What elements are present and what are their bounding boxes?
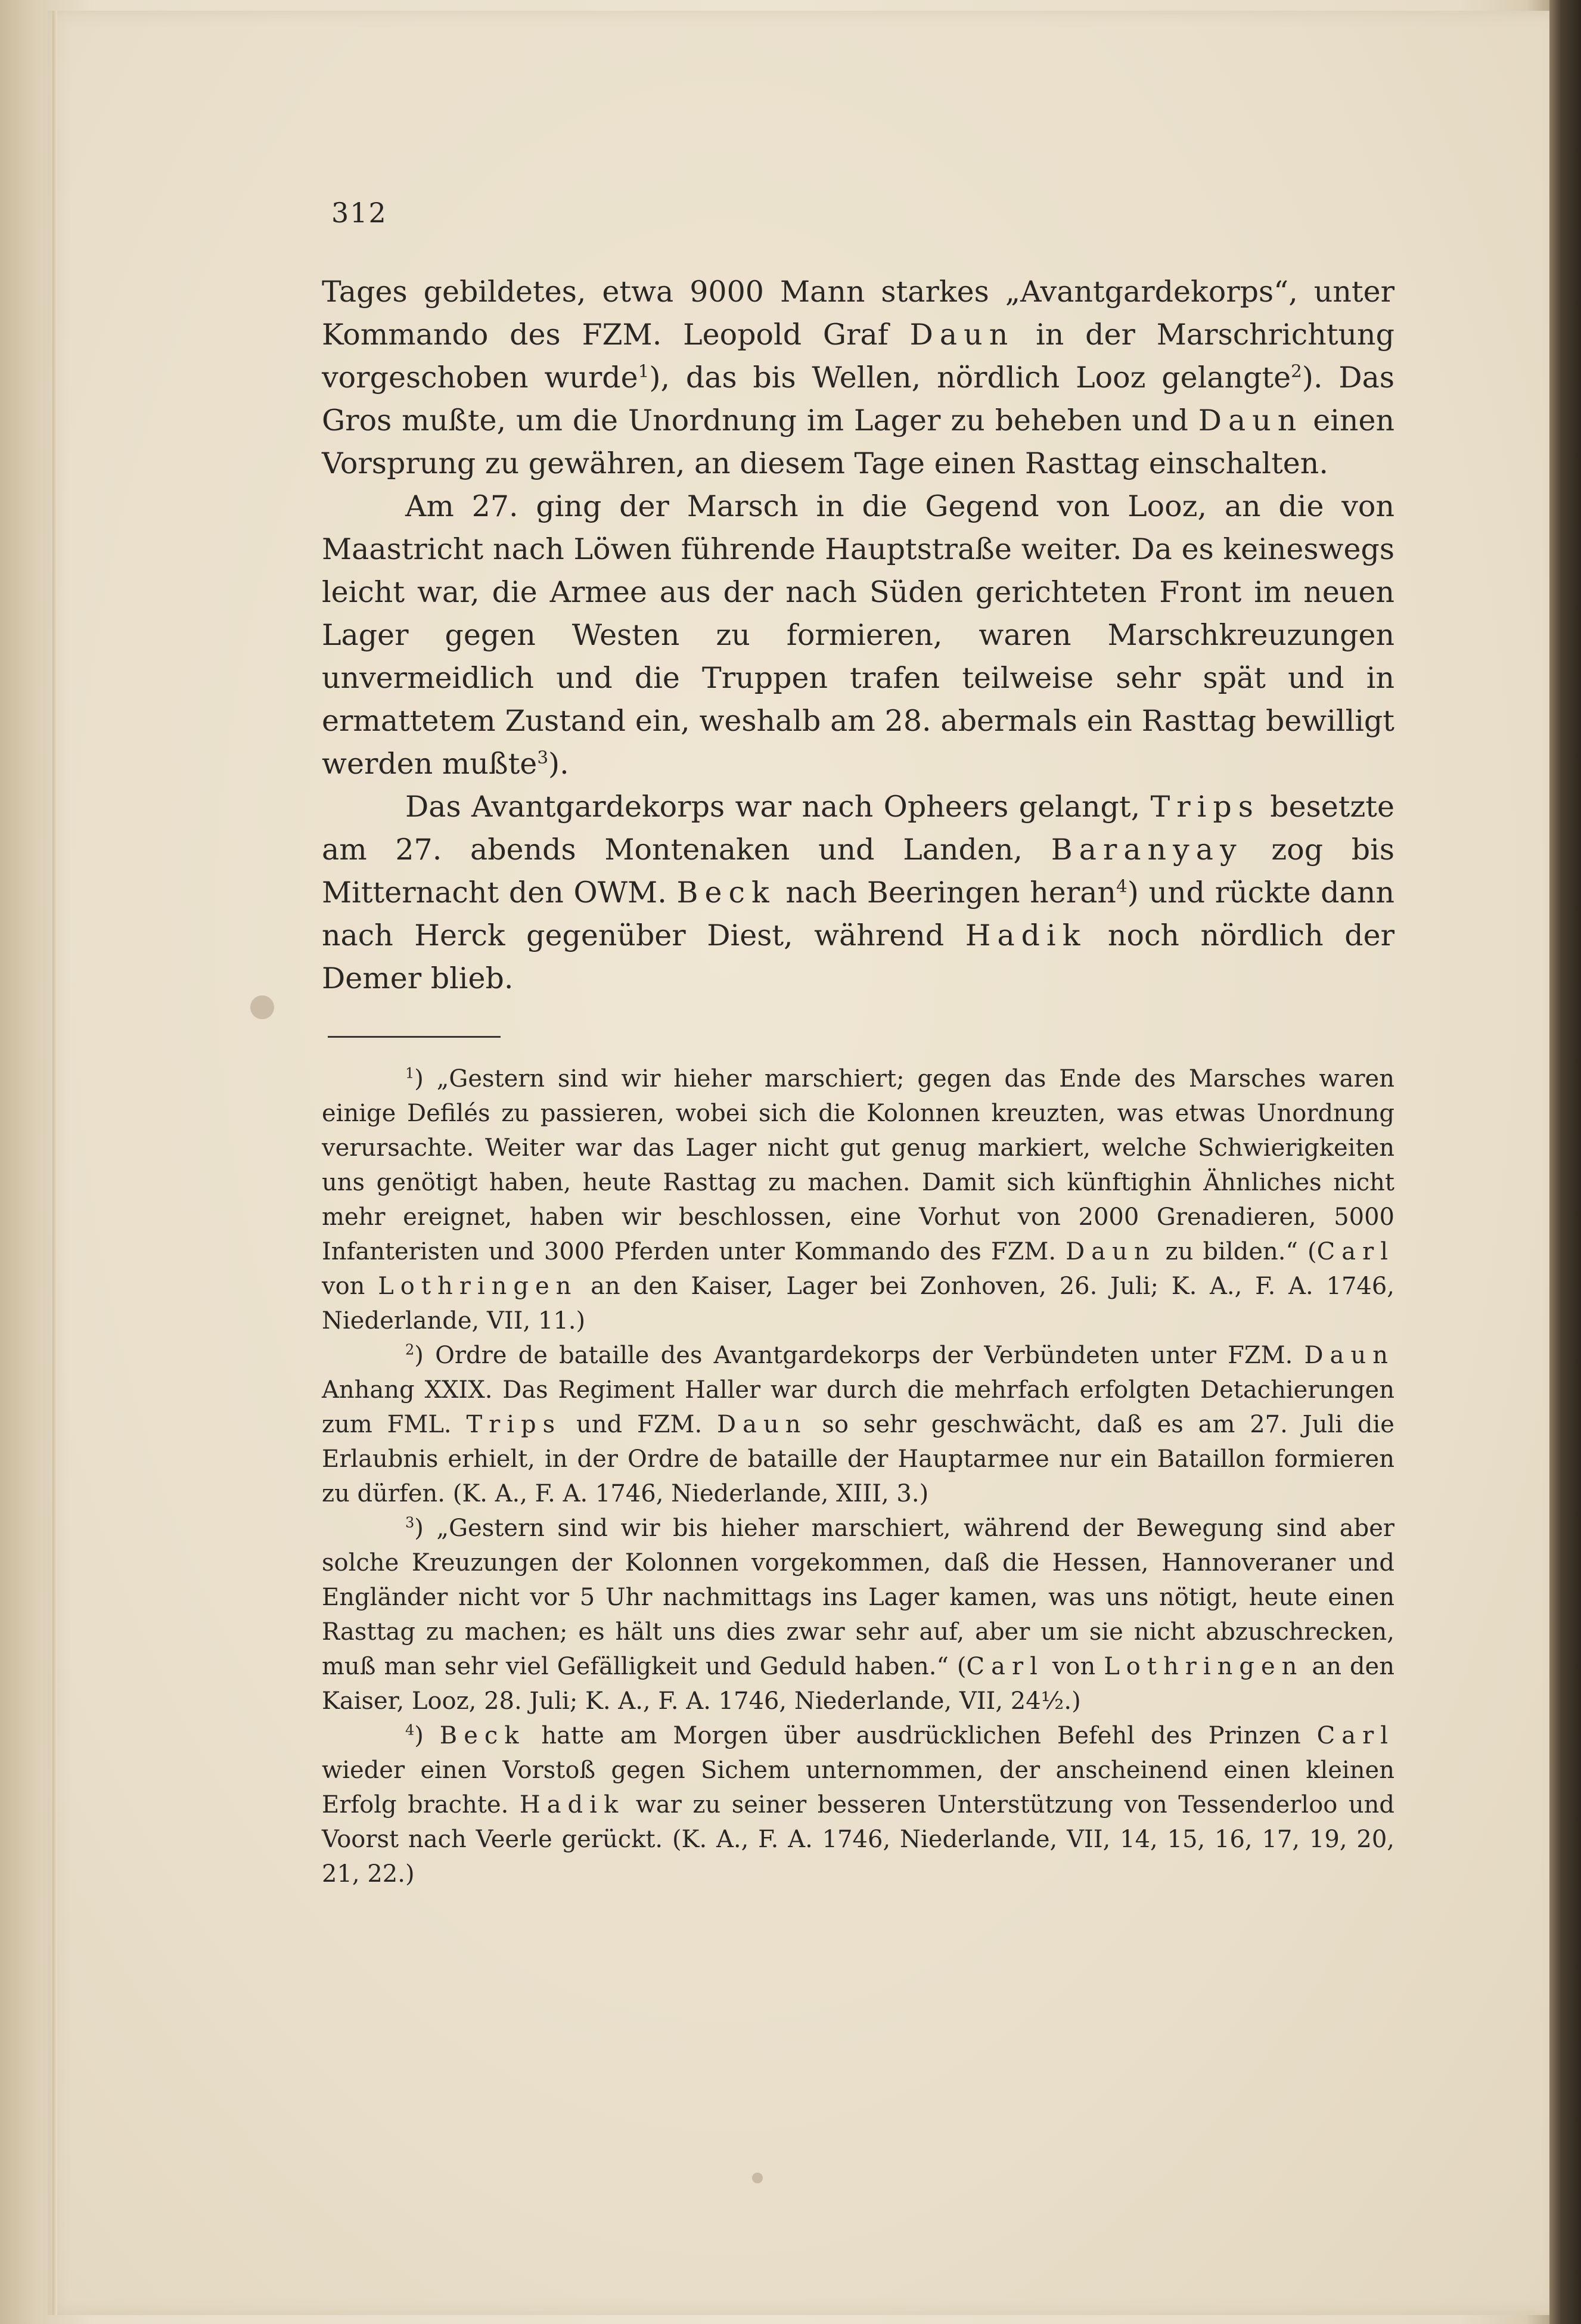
- footnote: [322, 1511, 1394, 1718]
- text-run: Tages gebildetes, etwa 9000 Mann starkes „Avantgardekorps“, unter Kommando des FZM. Leopold Graf: [322, 275, 1394, 352]
- spaced-name: Daun: [909, 318, 1015, 352]
- text-run: ), das bis Wellen, nördlich Looz gelangte: [649, 361, 1291, 395]
- spaced-name: Hadik: [965, 919, 1087, 952]
- text-run: ): [414, 1722, 440, 1749]
- text-run: noch nördlich der Demer blieb.: [322, 919, 1394, 995]
- footnote: [322, 1718, 1394, 1891]
- text-run: Am 27. ging der Marsch in die Gegend von Looz, an die von Maastricht nach Löwen führende Hauptstraße weiter. Da es keineswegs leicht war, die Armee aus der nach Süden gerichteten Front im neuen Lager gegen Westen zu formieren, waren Marschkreuzungen unvermeidlich und die Truppen trafen teilweise sehr spät und in ermattetem Zustand ein, weshalb am 28. abermals ein Rasttag bewilligt werden mußte: [322, 489, 1394, 781]
- text-run: ) „Gestern sind wir bis hieher marschiert, während der Bewegung sind aber solche Kreuzungen der Kolonnen vorgekommen, daß die Hessen, Hannoveraner und Engländer nicht vor 5 Uhr nachmittags ins Lager kamen, was uns nötigt, heute einen Rasttag zu machen; es hält uns dies zwar sehr auf, aber um sie nicht abzuschrecken, muß man sehr viel Gefälligkeit und Geduld haben.“ (: [322, 1515, 1394, 1680]
- text-run: ) Ordre de bataille des Avantgardekorps der Verbündeten unter FZM.: [414, 1342, 1304, 1369]
- footnote: [322, 1062, 1394, 1338]
- spaced-name: Baranyay: [1051, 833, 1243, 867]
- spaced-name: Hadik: [519, 1791, 625, 1819]
- footnote-marker: 3: [405, 1514, 415, 1531]
- spaced-name: Daun: [1304, 1342, 1394, 1369]
- text-run: in der Marschrichtung vorgeschoben wurde: [322, 318, 1394, 395]
- footnote-ref: 4: [1116, 876, 1127, 896]
- text-run: Das Avantgardekorps war nach Opheers gelangt,: [405, 790, 1151, 824]
- text-run: so sehr geschwächt, daß es am 27. Juli die Erlaubnis erhielt, in der Ordre de bataille der Hauptarmee nur ein Bataillon formieren zu dürfen. (K. A., F. A. 1746, Niederlande, XIII, 3.): [322, 1411, 1394, 1507]
- binding-edge: [1549, 0, 1581, 2324]
- text-run: von: [1043, 1653, 1104, 1680]
- text-run: zog bis Mitternacht den OWM.: [322, 833, 1394, 910]
- page-number: 312: [331, 197, 387, 229]
- footnote-ref: 2: [1291, 361, 1302, 381]
- text-run: an den Kaiser, Looz, 28. Juli; K. A., F. A. 1746, Niederlande, VII, 24½.): [322, 1653, 1394, 1715]
- text-run: besetzte am 27. abends Montenaken und Landen,: [322, 790, 1394, 867]
- page-content: [322, 197, 1394, 1891]
- text-run: ). Das Gros mußte, um die Unordnung im Lager zu beheben und: [322, 361, 1395, 438]
- spaced-name: Daun: [1066, 1238, 1156, 1265]
- text-run: zu bilden.“ (: [1156, 1238, 1317, 1265]
- text-run: an den Kaiser, Lager bei Zonhoven, 26. Juli; K. A., F. A. 1746, Niederlande, VII, 11.): [322, 1273, 1395, 1335]
- footnote-marker: 1: [405, 1065, 415, 1082]
- spaced-name: Trips: [466, 1411, 562, 1438]
- text-run: einen Vorsprung zu gewähren, an diesem Tage einen Rasttag einschalten.: [322, 404, 1394, 480]
- footnote: [322, 1338, 1394, 1511]
- text-run: Anhang XXIX. Das Regiment Haller war durch die mehrfach erfolgten Detachierungen zum FML.: [322, 1376, 1394, 1438]
- spaced-name: Daun: [717, 1411, 807, 1438]
- footnote-marker: 4: [405, 1721, 415, 1739]
- text-run: nach Beeringen heran: [775, 876, 1116, 910]
- footnote-divider: [328, 1036, 501, 1038]
- footnote-marker: 2: [405, 1341, 415, 1358]
- spaced-name: Carl: [1316, 1722, 1394, 1749]
- text-run: hatte am Morgen über ausdrücklichen Befehl des Prinzen: [525, 1722, 1317, 1749]
- paragraph: [322, 485, 1394, 786]
- main-text: [322, 271, 1394, 1000]
- spaced-name: Carl: [1316, 1238, 1395, 1265]
- footnote-ref: 1: [638, 361, 650, 381]
- paper-spot: [250, 995, 274, 1019]
- page-edge: [52, 11, 57, 2315]
- text-run: wieder einen Vorstoß gegen Sichem unternommen, der anscheinend einen kleinen Erfolg brachte.: [322, 1757, 1394, 1819]
- text-run: von: [322, 1273, 378, 1300]
- text-run: ) und rückte dann nach Herck gegenüber Diest, während: [322, 876, 1395, 952]
- footnote-ref: 3: [537, 747, 549, 768]
- spaced-name: Carl: [966, 1653, 1044, 1680]
- spaced-name: Beck: [439, 1722, 526, 1749]
- spaced-name: Beck: [676, 876, 776, 910]
- text-run: war zu seiner besseren Unterstützung von Tessenderloo und Voorst nach Veerle gerückt. (K. A., F. A. 1746, Niederlande, VII, 14, 15, 16, 17, 19, 20, 21, 22.): [322, 1791, 1394, 1888]
- text-run: und FZM.: [561, 1411, 717, 1438]
- footnotes: [322, 1062, 1394, 1891]
- text-run: ) „Gestern sind wir hieher marschiert; gegen das Ende des Marsches waren einige Defilés zu passieren, wobei sich die Kolonnen kreuzten, was etwas Unordnung verursachte. Weiter war das Lager nicht gut genug markiert, welche Schwierigkeiten uns genötigt haben, heute Rasttag zu machen. Damit sich künftighin Ähnliches nicht mehr ereignet, haben wir beschlossen, eine Vorhut von 2000 Grenadieren, 5000 Infanteristen und 3000 Pferden unter Kommando des FZM.: [322, 1065, 1394, 1265]
- paper-spot: [752, 2173, 763, 2183]
- paragraph: [322, 786, 1394, 1000]
- spaced-name: Lothringen: [1104, 1653, 1304, 1680]
- text-run: ).: [548, 747, 569, 781]
- spaced-name: Daun: [1198, 404, 1303, 438]
- paragraph: [322, 271, 1394, 485]
- spaced-name: Lothringen: [378, 1273, 578, 1300]
- spaced-name: Trips: [1150, 790, 1260, 824]
